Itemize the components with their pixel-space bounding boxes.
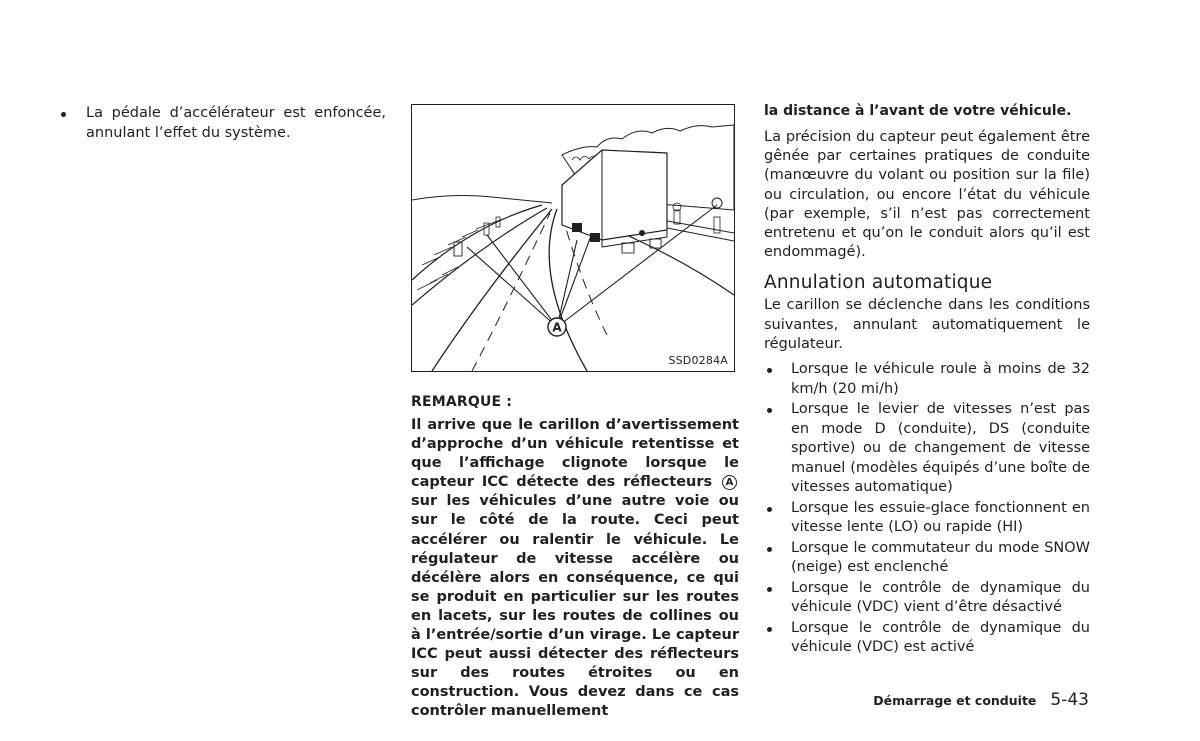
figure-code: SSD0284A [668,354,728,367]
highway-truck-reflectors-drawing [412,105,734,371]
list-item: Lorsque le contrôle de dynamique du véhicule (VDC) vient d’être désactivé [764,579,1090,618]
right-column [764,104,1090,659]
list-item: La pédale d’accélérateur est enfoncée, annulant l’effet du système. [58,104,386,143]
continued-text: la distance à l’avant de votre véhicule. [764,103,1072,119]
note-text-part2: sur les véhicules d’une autre voie ou sur le côté de la route. Ceci peut accélérer ou ralentir le véhicule. Le régulateur de vitesse accélère ou décélère alors en conséquence, ce qui se produit en particulier sur les routes en lacets, sur les routes de collines ou à l’entrée/sortie d’un virage. Le capteur ICC peut aussi détecter des réflecteurs sur des routes étroites ou en construction. Vous devez dans ce cas contrôler manuellement [411,493,739,720]
bullet-list [58,104,386,143]
list-item: Lorsque le commutateur du mode SNOW (neige) est enclenché [764,539,1090,578]
note-text-part1: Il arrive que le carillon d’avertissement d’approche d’un véhicule retentisse et que l’affichage clignote lorsque le capteur ICC détecte des réflecteurs [411,417,739,491]
page-footer [873,690,1089,710]
road-illustration [411,104,735,372]
middle-column [411,104,739,722]
section-title: Annulation automatique [764,272,993,294]
note-heading: REMARQUE : [411,394,513,410]
paragraph: La précision du capteur peut également être gênée par certaines pratiques de conduite (manœuvre du volant ou position sur la file) ou circulation, ou encore l’état du véhicule (par exemple, s’il n’est pas correctement entretenu et qu’on le conduit alors qu’il est endommagé). [764,129,1090,261]
list-item: Lorsque le levier de vitesses n’est pas en mode D (conduite), DS (conduite sportive) ou de changement de vitesse manuel (modèles équipés d’une boîte de vitesses automatique) [764,400,1090,498]
bullet-list [764,360,1090,658]
page-number: 5-43 [1050,690,1089,710]
list-item: Lorsque le véhicule roule à moins de 32 km/h (20 mi/h) [764,360,1090,399]
list-item: Lorsque les essuie-glace fonctionnent en vitesse lente (LO) ou rapide (HI) [764,499,1090,538]
section-intro: Le carillon se déclenche dans les conditions suivantes, annulant automatiquement le régulateur. [764,297,1090,352]
footer-section-title: Démarrage et conduite [873,693,1037,708]
marker-a-label: A [552,320,562,335]
note-body [411,416,739,722]
circled-marker-a: A [722,475,737,490]
left-column [58,104,386,144]
list-item: Lorsque le contrôle de dynamique du véhicule (VDC) est activé [764,619,1090,658]
